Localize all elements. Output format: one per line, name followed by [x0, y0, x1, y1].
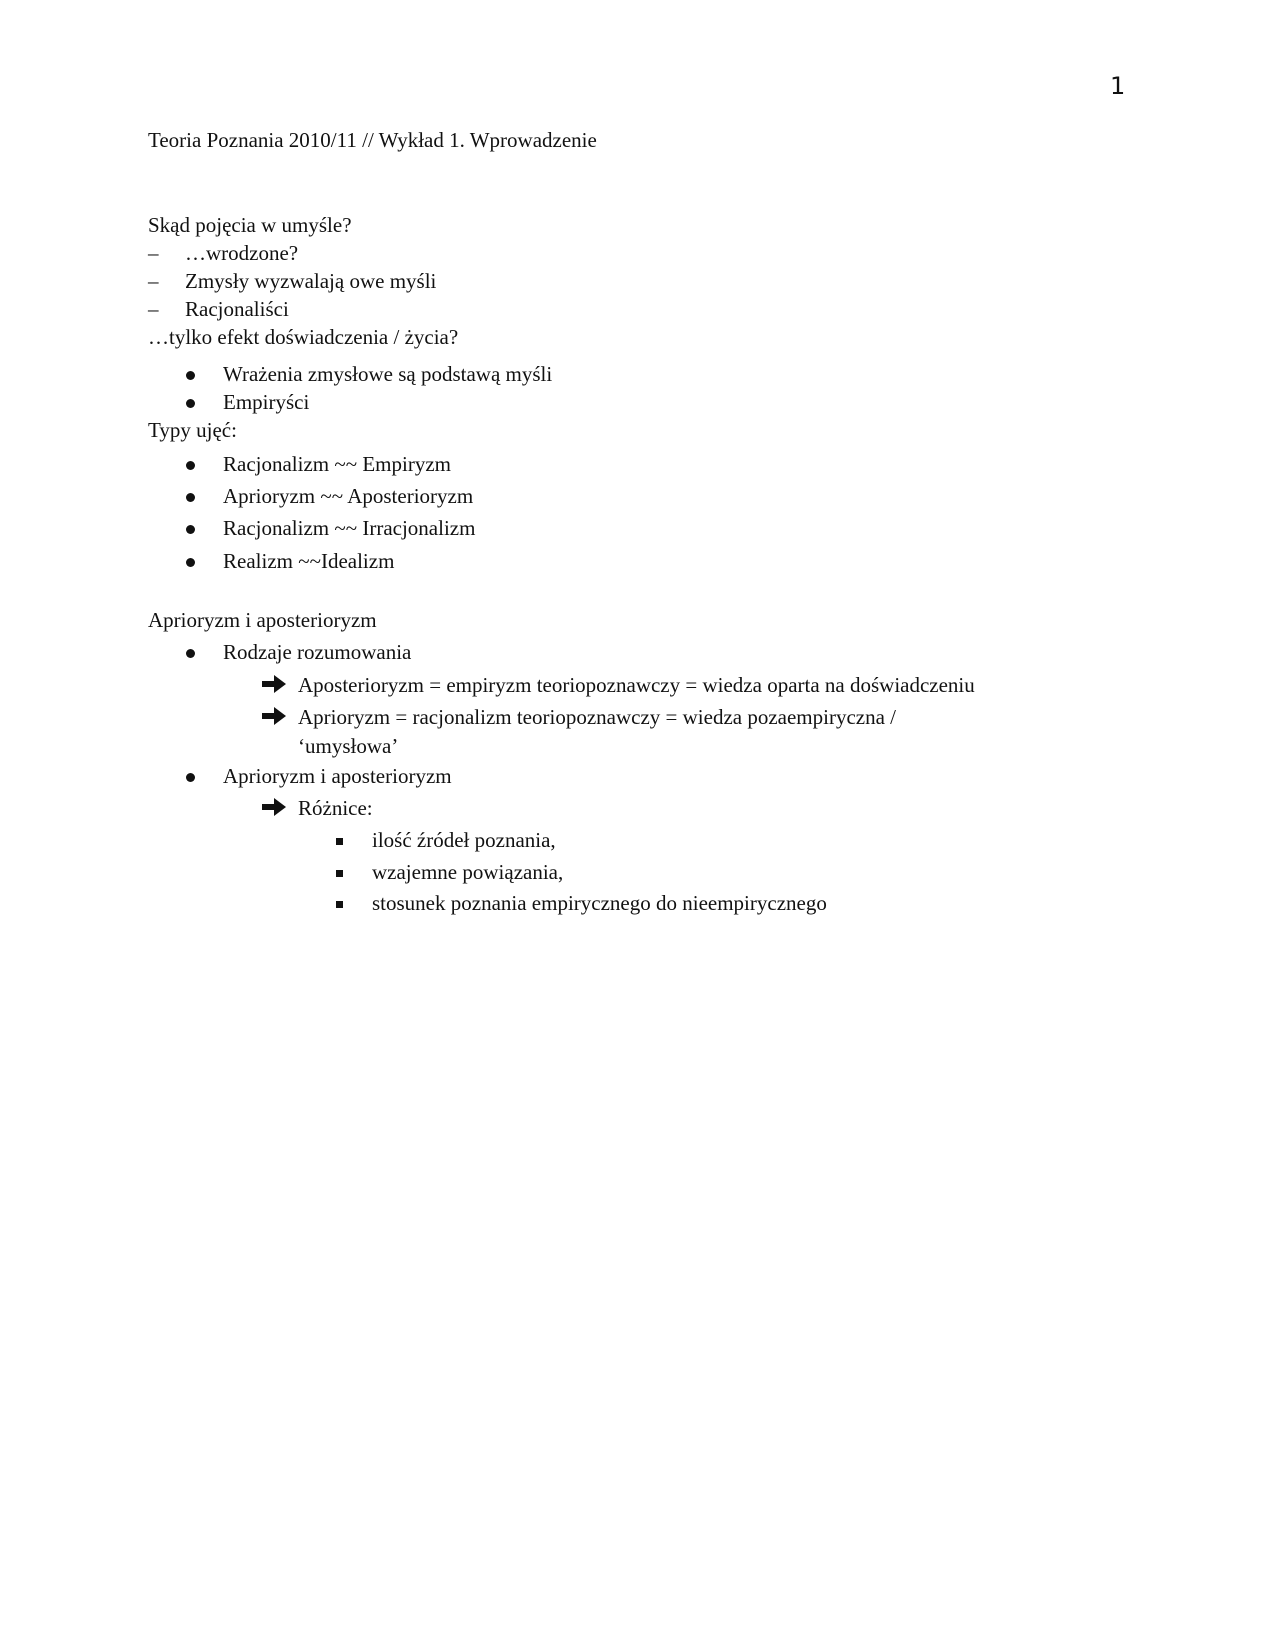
type-item: Realizm ~~Idealizm [223, 549, 395, 573]
bullet-dot [186, 371, 195, 380]
bullet-dot [186, 493, 195, 502]
bullet-dot [186, 525, 195, 534]
square-item: wzajemne powiązania, [372, 860, 564, 884]
right-arrow-icon [261, 674, 287, 694]
square-bullet [336, 838, 343, 845]
type-item: Racjonalizm ~~ Irracjonalizm [223, 516, 476, 540]
dash-marker: – [148, 297, 159, 321]
arrow-item: Aposterioryzm = empiryzm teoriopoznawczy = wiedza oparta na doświadczeniu [298, 673, 975, 697]
type-item: Aprioryzm ~~ Aposterioryzm [223, 484, 474, 508]
second-question: …tylko efekt doświadczenia / życia? [148, 325, 459, 349]
dash-item: …wrodzone? [185, 241, 299, 265]
dash-marker: – [148, 241, 159, 265]
bullet-dot [186, 773, 195, 782]
arrow-item: Aprioryzm = racjonalizm teoriopoznawczy = wiedza pozaempiryczna / [298, 705, 897, 729]
dash-item: Racjonaliści [185, 297, 289, 321]
square-item: ilość źródeł poznania, [372, 828, 556, 852]
bullet-dot [186, 461, 195, 470]
arrow-item-continuation: ‘umysłowa’ [298, 734, 399, 758]
right-arrow-icon [261, 706, 287, 726]
bullet-item: Empiryści [223, 390, 310, 414]
type-item: Racjonalizm ~~ Empiryzm [223, 452, 451, 476]
bullet-dot [186, 399, 195, 408]
page-number: 1 [1110, 72, 1126, 100]
dash-item: Zmysły wyzwalają owe myśli [185, 269, 437, 293]
square-item: stosunek poznania empirycznego do nieempirycznego [372, 891, 827, 915]
bullet-item: Rodzaje rozumowania [223, 640, 412, 664]
types-heading: Typy ujęć: [148, 418, 237, 442]
document-title: Teoria Poznania 2010/11 // Wykład 1. Wprowadzenie [148, 128, 597, 152]
dash-marker: – [148, 269, 159, 293]
bullet-item: Aprioryzm i aposterioryzm [223, 764, 452, 788]
right-arrow-icon [261, 797, 287, 817]
question-heading: Skąd pojęcia w umyśle? [148, 213, 352, 237]
square-bullet [336, 870, 343, 877]
bullet-dot [186, 649, 195, 658]
arrow-item: Różnice: [298, 796, 373, 820]
bullet-dot [186, 558, 195, 567]
section-heading: Aprioryzm i aposterioryzm [148, 608, 377, 632]
square-bullet [336, 901, 343, 908]
bullet-item: Wrażenia zmysłowe są podstawą myśli [223, 362, 553, 386]
